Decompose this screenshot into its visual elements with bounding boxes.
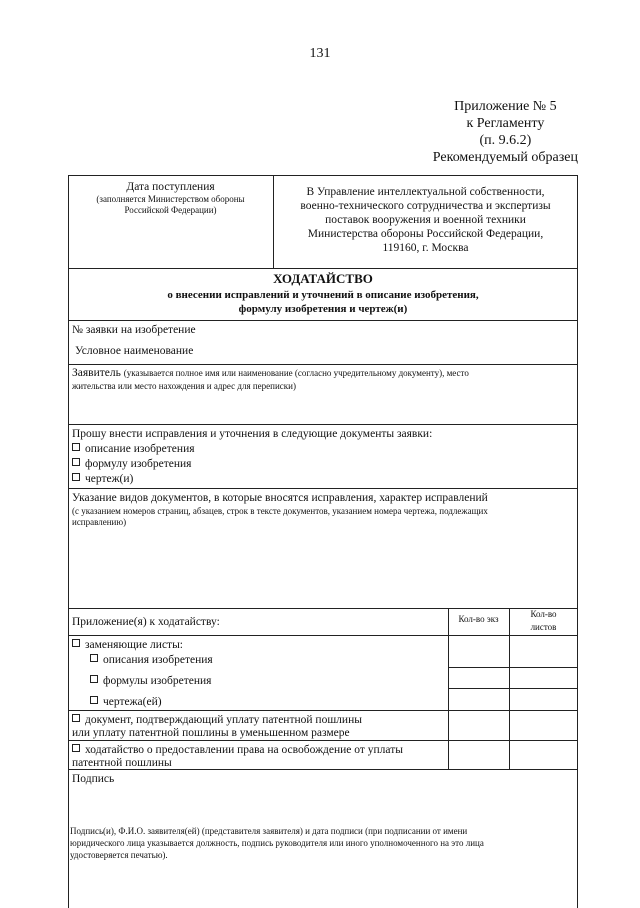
- applicant-note: (указывается полное имя или наименование (согласно учредительному документу), место: [123, 368, 469, 378]
- signature-note: удостоверяется печатью).: [70, 850, 168, 860]
- application-name-label: Условное наименование: [75, 345, 194, 357]
- row-divider: [68, 268, 578, 269]
- appendix-block: [433, 98, 578, 166]
- checkbox-label: описание изобретения: [85, 443, 195, 455]
- appendix-line: Приложение № 5: [454, 99, 557, 114]
- row-divider: [68, 635, 578, 636]
- correction-item-drawings: [72, 472, 133, 486]
- fee-document-item-cont: или уплату патентной пошлины в уменьшенном размере: [72, 727, 350, 739]
- correction-item-claims: [72, 457, 191, 471]
- checkbox-label: описания изобретения: [103, 654, 213, 666]
- checkbox-label: ходатайство о предоставлении права на освобождение от уплаты: [85, 744, 403, 756]
- checkbox[interactable]: [72, 443, 80, 451]
- replacement-item-claims: [90, 674, 211, 688]
- indication-label: Указание видов документов, в которые вносятся исправления, характер исправлений: [72, 492, 488, 504]
- petition-form: [68, 175, 578, 908]
- corrections-label: Прошу внести исправления и уточнения в следующие документы заявки:: [72, 428, 433, 440]
- fee-document-item: [72, 713, 362, 727]
- cell-divider: [448, 688, 578, 689]
- checkbox-label: формулы изобретения: [103, 675, 212, 687]
- petition-subtitle: формулу изобретения и чертеж(и): [238, 303, 408, 315]
- appendix-line: Рекомендуемый образец: [432, 150, 578, 165]
- addressee-line: В Управление интеллектуальной собственности,: [306, 186, 545, 198]
- indication-note: (с указанием номеров страниц, абзацев, строк в тексте документов, указанием номера чертежа, подлежащих: [72, 506, 488, 516]
- sheets-column-header: Кол-во: [530, 609, 557, 619]
- checkbox-label: чертеж(и): [85, 473, 134, 485]
- checkbox[interactable]: [72, 714, 80, 722]
- row-divider: [68, 424, 578, 425]
- signature-note: Подпись(и), Ф.И.О. заявителя(ей) (представителя заявителя) и дата подписи (при подписании от имени: [70, 826, 468, 836]
- row-divider: [68, 320, 578, 321]
- replacement-item-description: [90, 653, 213, 667]
- checkbox[interactable]: [72, 473, 80, 481]
- addressee-line: военно-технического сотрудничества и экспертизы: [300, 200, 551, 212]
- attachments-label: Приложение(я) к ходатайству:: [72, 616, 220, 628]
- checkbox-label: чертежа(ей): [103, 696, 162, 708]
- date-note: (заполняется Министерством обороны: [96, 194, 245, 204]
- row-divider: [68, 608, 578, 609]
- applicant-title: Заявитель: [72, 367, 121, 379]
- date-received-label: Дата поступления: [126, 181, 215, 193]
- petition-title: ХОДАТАЙСТВО: [273, 271, 373, 286]
- exemption-item: [72, 743, 403, 757]
- cell-divider: [448, 667, 578, 668]
- signature-label: Подпись: [72, 773, 115, 785]
- page-number: 131: [309, 46, 331, 61]
- addressee-line: Министерства обороны Российской Федерации,: [307, 228, 544, 240]
- replacement-sheets-item: [72, 638, 183, 652]
- row-divider: [68, 364, 578, 365]
- row-divider: [68, 488, 578, 489]
- replacement-item-drawings: [90, 695, 162, 709]
- applicant-label: [72, 366, 469, 380]
- checkbox[interactable]: [90, 675, 98, 683]
- checkbox[interactable]: [90, 654, 98, 662]
- appendix-line: (п. 9.6.2): [479, 133, 532, 148]
- row-divider: [68, 740, 578, 741]
- petition-subtitle: о внесении исправлений и уточнений в описание изобретения,: [167, 289, 479, 301]
- indication-note: исправлению): [72, 517, 127, 527]
- row-divider: [68, 710, 578, 711]
- addressee-line: поставок вооружения и военной техники: [325, 214, 526, 226]
- signature-note: юридического лица указывается должность, подпись руководителя или иного уполномоченного на это лица: [70, 838, 484, 848]
- checkbox-label: формулу изобретения: [85, 458, 192, 470]
- copies-column-header: Кол-во экз: [458, 614, 499, 624]
- checkbox[interactable]: [72, 458, 80, 466]
- checkbox-label: заменяющие листы:: [85, 639, 183, 651]
- checkbox[interactable]: [72, 639, 80, 647]
- applicant-note: жительства или место нахождения и адрес для переписки): [72, 381, 296, 391]
- sheets-column-header: листов: [530, 622, 557, 632]
- exemption-item-cont: патентной пошлины: [72, 757, 172, 769]
- checkbox[interactable]: [72, 744, 80, 752]
- checkbox[interactable]: [90, 696, 98, 704]
- date-note: Российской Федерации): [124, 205, 217, 215]
- appendix-line: к Регламенту: [466, 116, 545, 131]
- checkbox-label: документ, подтверждающий уплату патентной пошлины: [85, 714, 362, 726]
- application-number-label: № заявки на изобретение: [72, 324, 196, 336]
- form-border-top: [68, 175, 578, 176]
- addressee-line: 119160, г. Москва: [382, 242, 469, 254]
- correction-item-description: [72, 442, 195, 456]
